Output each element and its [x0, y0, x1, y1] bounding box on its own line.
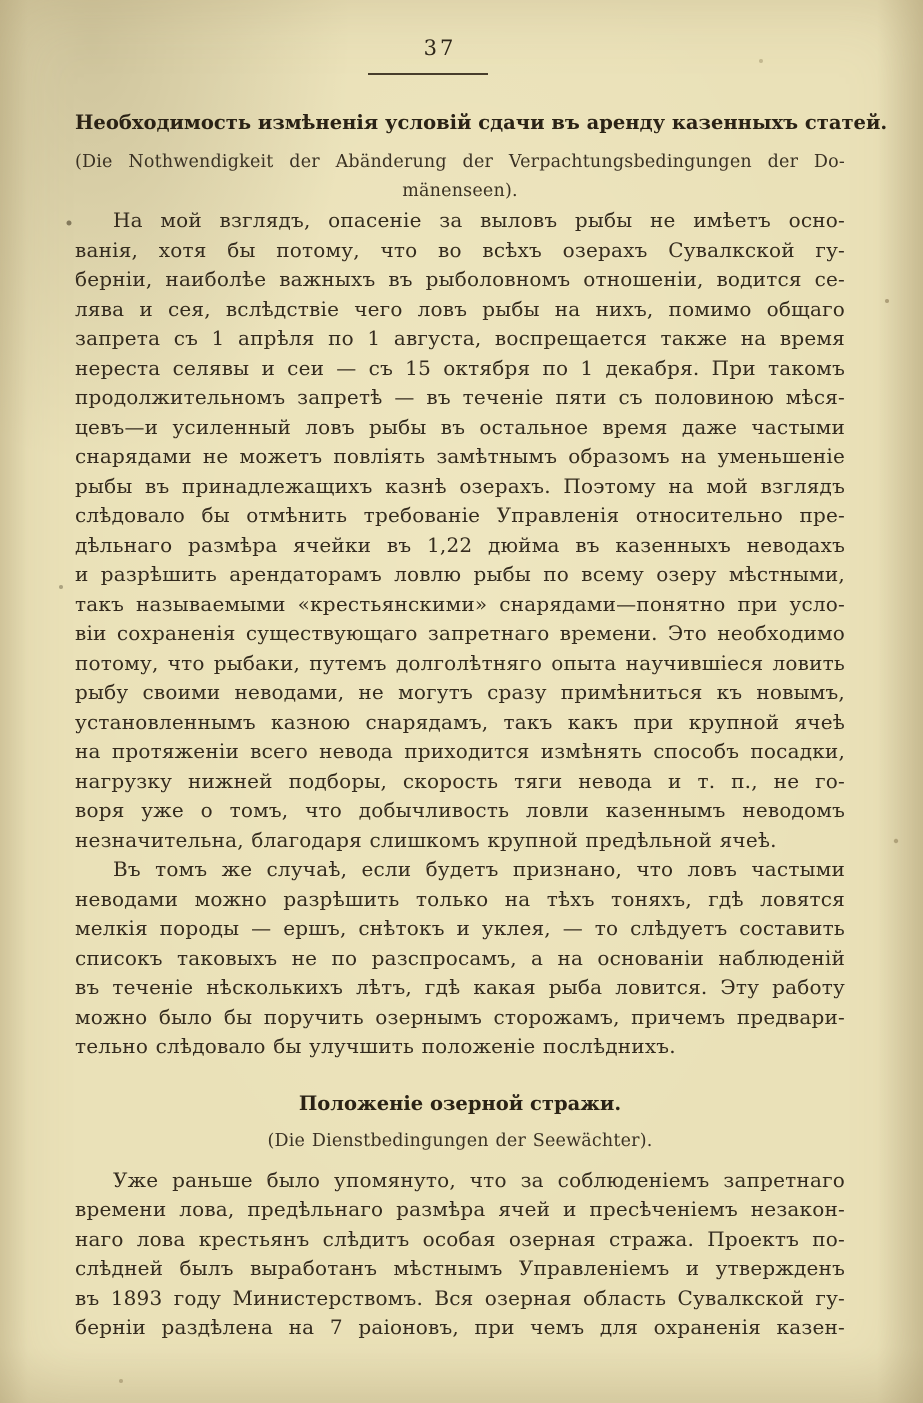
text-line: Уже раньше было упомянуто, что за соблюденіемъ запретнаго: [113, 1167, 845, 1192]
text-line: mänenseen).: [402, 181, 518, 201]
text-line: мелкія породы — ершъ, снѣтокъ и уклея, — то слѣдуетъ составить: [75, 916, 845, 940]
text-line: можно было бы поручить озернымъ сторожамъ, причемъ предвари-: [75, 1004, 845, 1029]
text-line: снарядами не можетъ повліять замѣтнымъ образомъ на уменьшеніе: [75, 444, 845, 468]
text-line: лява и сея, вслѣдствіе чего ловъ рыбы на нихъ, помимо общаго: [75, 296, 845, 321]
text-line: и разрѣшить арендаторамъ ловлю рыбы по всему озеру мѣстными,: [75, 562, 845, 586]
text-line: цевъ—и усиленный ловъ рыбы въ остальное время даже частыми: [75, 414, 845, 439]
section1-title: Необходимость измѣненія условій сдачи въ аренду казенныхъ статей.: [75, 111, 888, 134]
paragraph-1: [75, 206, 845, 855]
text-line: наго лова крестьянъ слѣдитъ особая озерная стража. Проектъ по-: [75, 1226, 845, 1251]
text-line: неводами можно разрѣшить только на тѣхъ тоняхъ, гдѣ ловятся: [75, 886, 845, 911]
text-line: (Die Dienstbedingungen der Seewächter).: [267, 1130, 653, 1151]
section2-subtitle-german: [75, 1127, 845, 1156]
text-line: ванія, хотя бы потому, что во всѣхъ озерахъ Сувалкской гу-: [75, 237, 845, 262]
text-line: (Die Nothwendigkeit der Abänderung der Verpachtungsbedingungen der Do-: [75, 152, 845, 172]
text-line: незначительна, благодаря слишкомъ крупной предѣльной ячеѣ.: [75, 827, 777, 852]
text-line: времени лова, предѣльнаго размѣра ячей и пресѣченіемъ незакон-: [75, 1197, 845, 1221]
text-line: воря уже о томъ, что добычливость ловли казеннымъ неводомъ: [75, 798, 845, 822]
paragraph-2: [75, 855, 845, 1062]
paper-specks: [0, 0, 2, 2]
text-line: рыбы въ принадлежащихъ казнѣ озерахъ. Поэтому на мой взглядъ: [75, 473, 845, 498]
text-line: дѣльнаго размѣра ячейки въ 1,22 дюйма въ казенныхъ неводахъ: [75, 532, 845, 557]
text-line: въ 1893 году Министерствомъ. Вся озерная область Сувалкской гу-: [75, 1285, 845, 1310]
text-line: слѣдней былъ выработанъ мѣстнымъ Управленіемъ и утвержденъ: [75, 1256, 845, 1280]
text-line: нагрузку нижней подборы, скорость тяги невода и т. п., не го-: [75, 768, 845, 793]
text-line: въ теченіе нѣсколькихъ лѣтъ, гдѣ какая рыба ловится. Эту работу: [75, 975, 845, 999]
paragraph-3: [75, 1166, 845, 1343]
text-line: потому, что рыбаки, путемъ долголѣтняго опыта научившіеся ловить: [75, 650, 845, 675]
text-line: віи сохраненія существующаго запретнаго времени. Это необходимо: [75, 621, 845, 645]
text-line: На мой взглядъ, опасеніе за выловъ рыбы не имѣетъ осно-: [113, 208, 845, 232]
section1-subtitle-german: [75, 148, 845, 206]
text-line: такъ называемыми «крестьянскими» снарядами—понятно при усло-: [75, 591, 845, 616]
text-line: берніи, наиболѣе важныхъ въ рыболовномъ отношеніи, водится се-: [75, 267, 845, 291]
text-line: тельно слѣдовало бы улучшить положеніе послѣднихъ.: [75, 1034, 676, 1058]
page-content: [75, 108, 888, 1343]
text-line: Въ томъ же случаѣ, если будетъ признано, что ловъ частыми: [113, 857, 845, 881]
page-number-rule: [368, 73, 488, 75]
text-line: рыбу своими неводами, не могутъ сразу примѣниться къ новымъ,: [75, 680, 845, 704]
text-line: берніи раздѣлена на 7 раіоновъ, при чемъ для охраненія казен-: [75, 1315, 845, 1339]
section2-title: Положеніе озерной стражи.: [298, 1091, 622, 1115]
text-line: продолжительномъ запретѣ — въ теченіе пяти съ половиною мѣся-: [75, 385, 845, 409]
text-line: запрета съ 1 апрѣля по 1 августа, воспрещается также на время: [75, 326, 845, 350]
text-line: на протяженіи всего невода приходится измѣнять способъ посадки,: [75, 739, 845, 763]
text-line: списокъ таковыхъ не по разспросамъ, а на основаніи наблюденій: [75, 945, 845, 970]
text-line: слѣдовало бы отмѣнить требованіе Управленія относительно пре-: [75, 503, 845, 527]
text-line: установленнымъ казною снарядамъ, такъ какъ при крупной ячеѣ: [75, 709, 845, 734]
text-line: нереста селявы и сеи — съ 15 октября по 1 декабря. При такомъ: [75, 355, 845, 380]
page-number: 37: [423, 36, 457, 60]
